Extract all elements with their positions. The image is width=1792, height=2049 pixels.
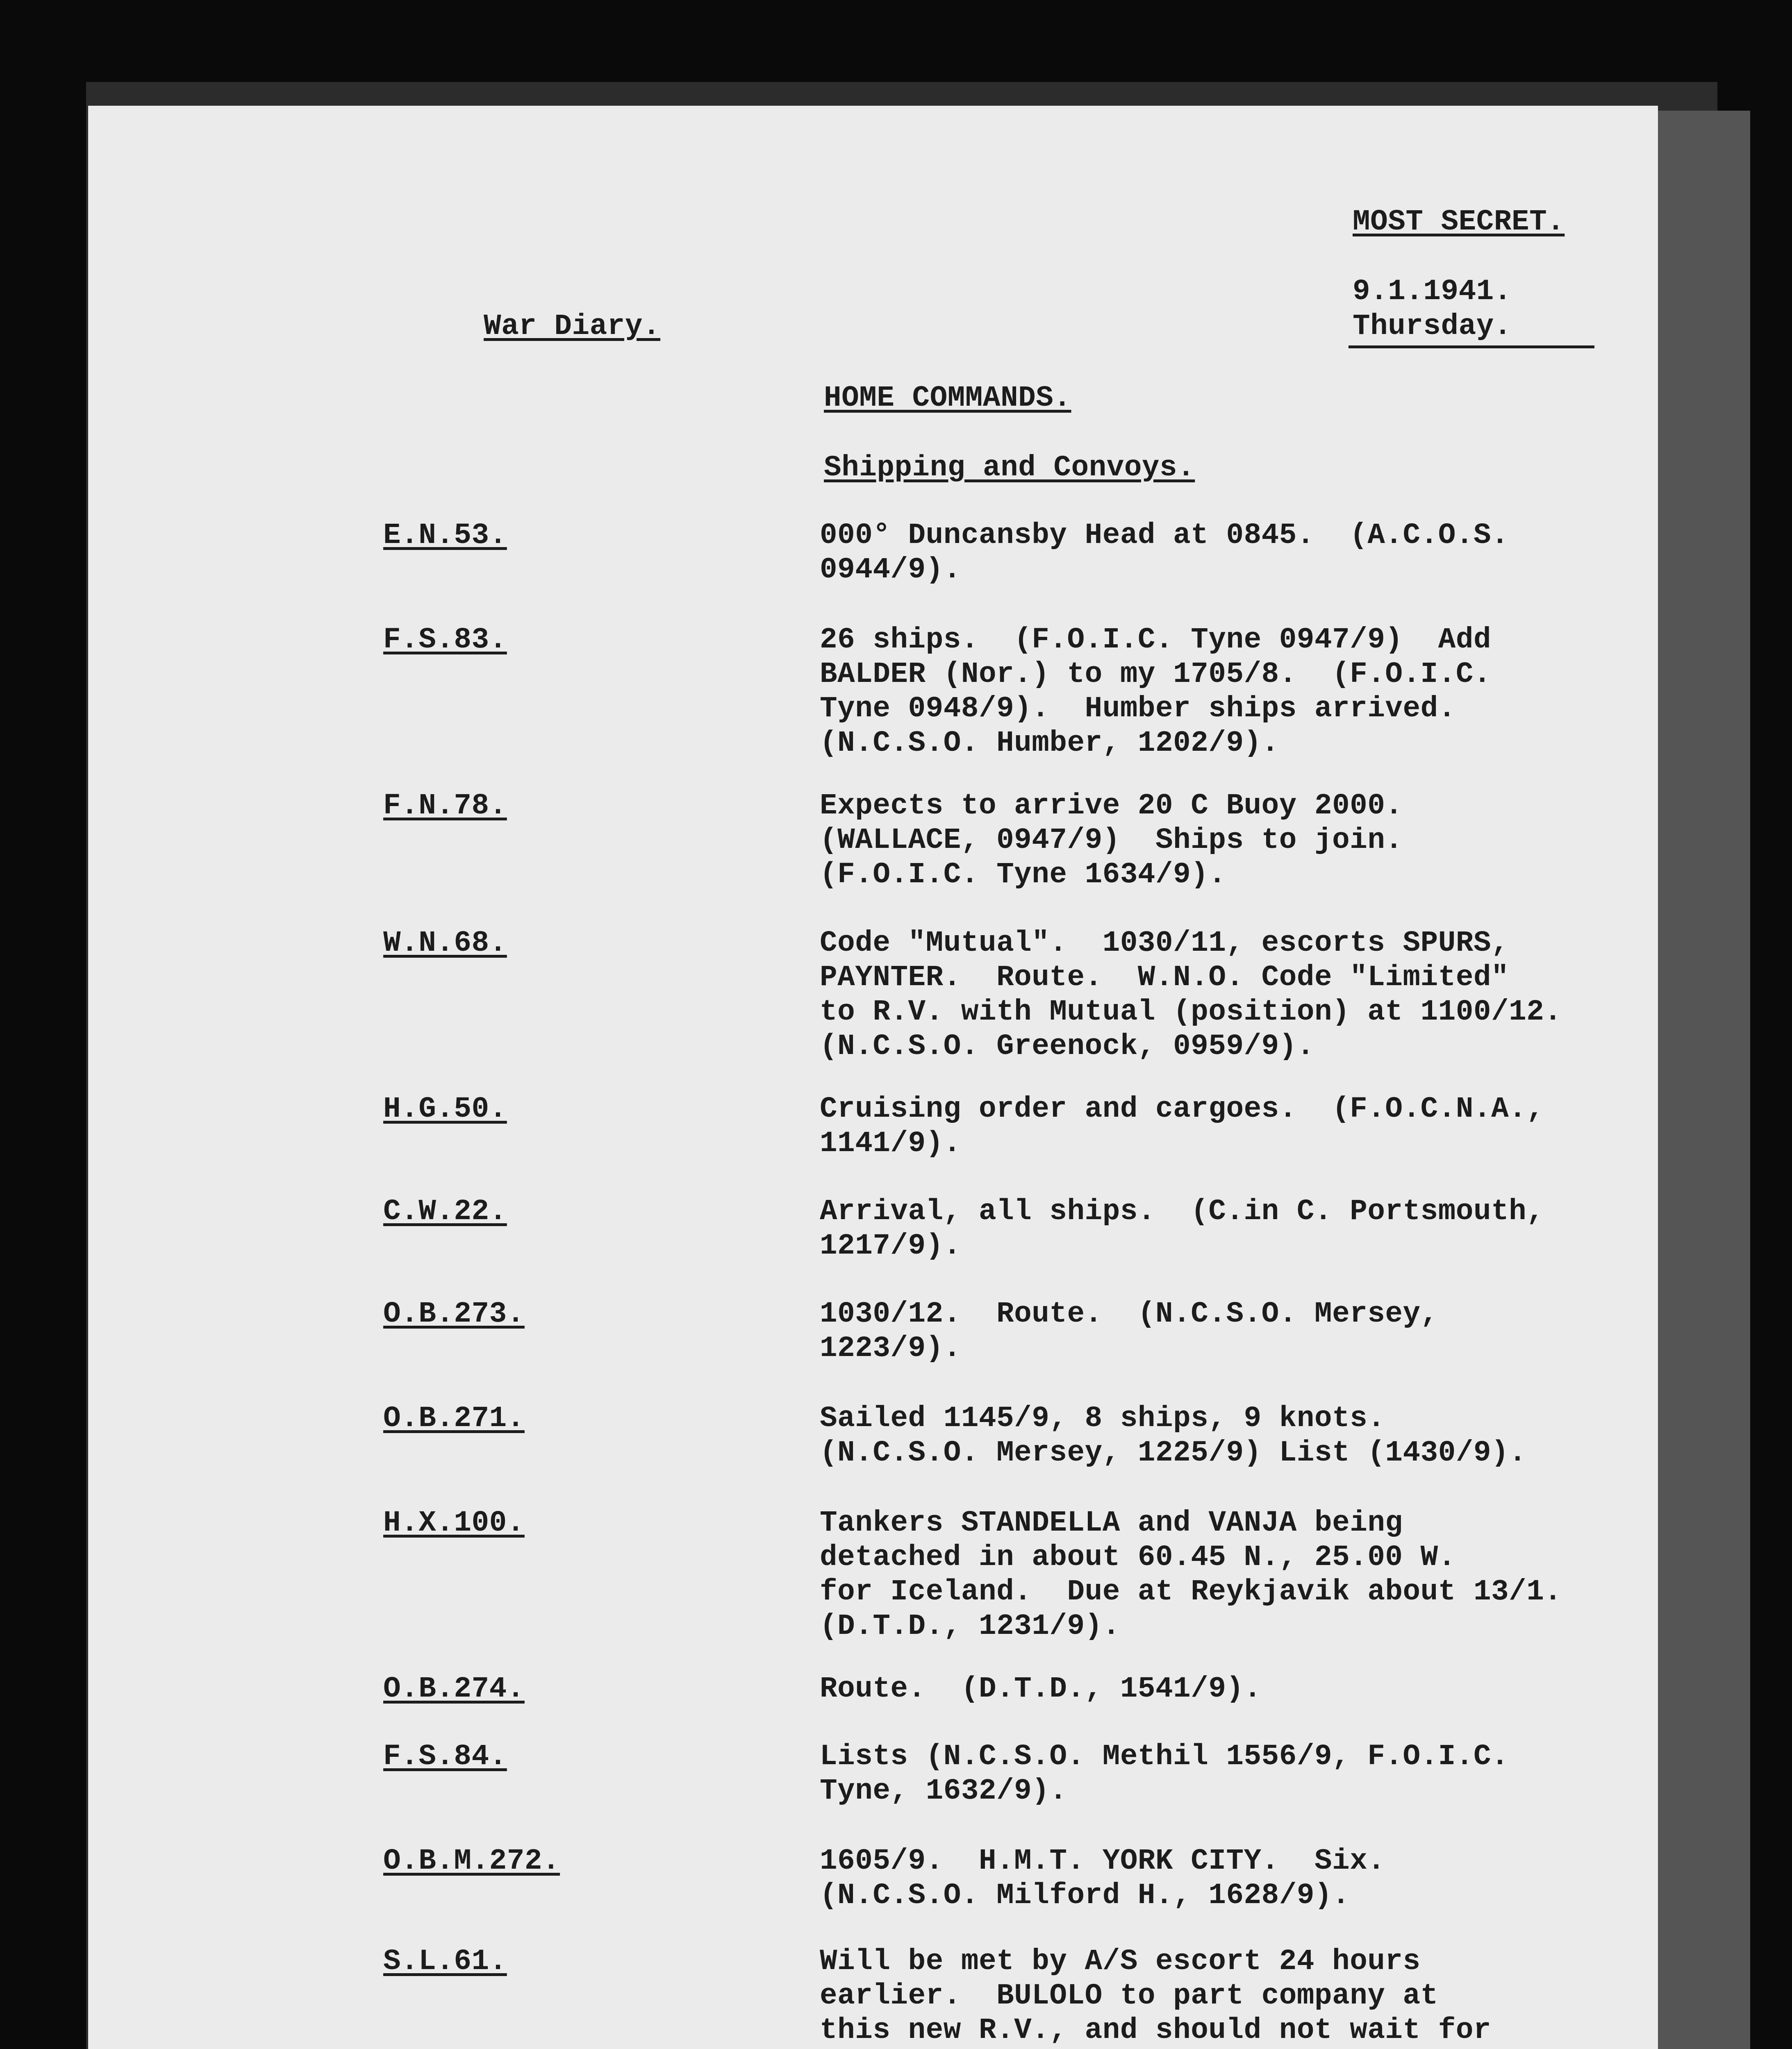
entry-text-line: 1605/9. H.M.T. YORK CITY. Six. (820, 1845, 1385, 1878)
subsection-heading: Shipping and Convoys. (824, 452, 1195, 484)
classification-marking: MOST SECRET. (1353, 206, 1565, 239)
entry-text-line: Route. (D.T.D., 1541/9). (820, 1673, 1262, 1706)
entry-text-line: (D.T.D., 1231/9). (820, 1610, 1120, 1643)
entry-text-line: 1141/9). (820, 1127, 961, 1160)
entry-text-line: for Iceland. Due at Reykjavik about 13/1. (820, 1576, 1562, 1608)
entry-label: O.B.271. (383, 1402, 525, 1435)
entry-text-line: (F.O.I.C. Tyne 1634/9). (820, 859, 1226, 891)
entry-label: E.N.53. (383, 519, 507, 552)
diary-date: 9.1.1941. (1353, 275, 1512, 308)
entry-text-line: Cruising order and cargoes. (F.O.C.N.A., (820, 1093, 1544, 1126)
section-heading: HOME COMMANDS. (824, 382, 1071, 415)
entry-text-line: 0944/9). (820, 554, 961, 586)
entry-text-line: (N.C.S.O. Greenock, 0959/9). (820, 1030, 1314, 1063)
entry-text-line: 1217/9). (820, 1230, 961, 1263)
entry-text-line: 000° Duncansby Head at 0845. (A.C.O.S. (820, 519, 1509, 552)
entry-text-line: Arrival, all ships. (C.in C. Portsmouth, (820, 1195, 1544, 1228)
entry-text-line: to R.V. with Mutual (position) at 1100/12. (820, 996, 1562, 1029)
entry-label: S.L.61. (383, 1945, 507, 1978)
entry-label: W.N.68. (383, 927, 507, 960)
entry-text-line: detached in about 60.45 N., 25.00 W. (820, 1541, 1456, 1574)
date-underline (1349, 345, 1594, 348)
entry-text-line: (N.C.S.O. Milford H., 1628/9). (820, 1879, 1350, 1912)
entry-text-line: Lists (N.C.S.O. Methil 1556/9, F.O.I.C. (820, 1740, 1509, 1773)
entry-label: C.W.22. (383, 1195, 507, 1228)
entry-label: F.S.84. (383, 1740, 507, 1773)
entry-label: H.X.100. (383, 1507, 525, 1540)
entry-label: O.B.M.272. (383, 1845, 560, 1878)
entry-text-line: Expects to arrive 20 C Buoy 2000. (820, 790, 1403, 822)
entry-text-line: (N.C.S.O. Humber, 1202/9). (820, 727, 1279, 760)
entry-text-line: (N.C.S.O. Mersey, 1225/9) List (1430/9). (820, 1437, 1527, 1470)
entry-label: F.N.78. (383, 790, 507, 822)
entry-text-line: PAYNTER. Route. W.N.O. Code "Limited" (820, 961, 1509, 994)
entry-text-line: Tyne 0948/9). Humber ships arrived. (820, 693, 1456, 725)
diary-day: Thursday. (1353, 310, 1512, 343)
entry-label: F.S.83. (383, 624, 507, 656)
entry-text-line: Tankers STANDELLA and VANJA being (820, 1507, 1403, 1540)
entry-label: O.B.274. (383, 1673, 525, 1706)
entry-label: H.G.50. (383, 1093, 507, 1126)
entry-text-line: Code "Mutual". 1030/11, escorts SPURS, (820, 927, 1509, 960)
entry-text-line: earlier. BULOLO to part company at (820, 1980, 1438, 2013)
entry-text-line: Sailed 1145/9, 8 ships, 9 knots. (820, 1402, 1385, 1435)
entry-text-line: 1030/12. Route. (N.C.S.O. Mersey, (820, 1298, 1438, 1331)
page-shadow (1656, 111, 1750, 2049)
entry-text-line: 26 ships. (F.O.I.C. Tyne 0947/9) Add (820, 624, 1492, 656)
entry-text-line: (WALLACE, 0947/9) Ships to join. (820, 824, 1403, 857)
entry-text-line: Will be met by A/S escort 24 hours (820, 1945, 1421, 1978)
document-title: War Diary. (484, 310, 661, 343)
entry-text-line: Tyne, 1632/9). (820, 1775, 1067, 1808)
entry-label: O.B.273. (383, 1298, 525, 1331)
entry-text-line: 1223/9). (820, 1332, 961, 1365)
entry-text-line: this new R.V., and should not wait for (820, 2014, 1492, 2047)
entry-text-line: BALDER (Nor.) to my 1705/8. (F.O.I.C. (820, 658, 1492, 691)
